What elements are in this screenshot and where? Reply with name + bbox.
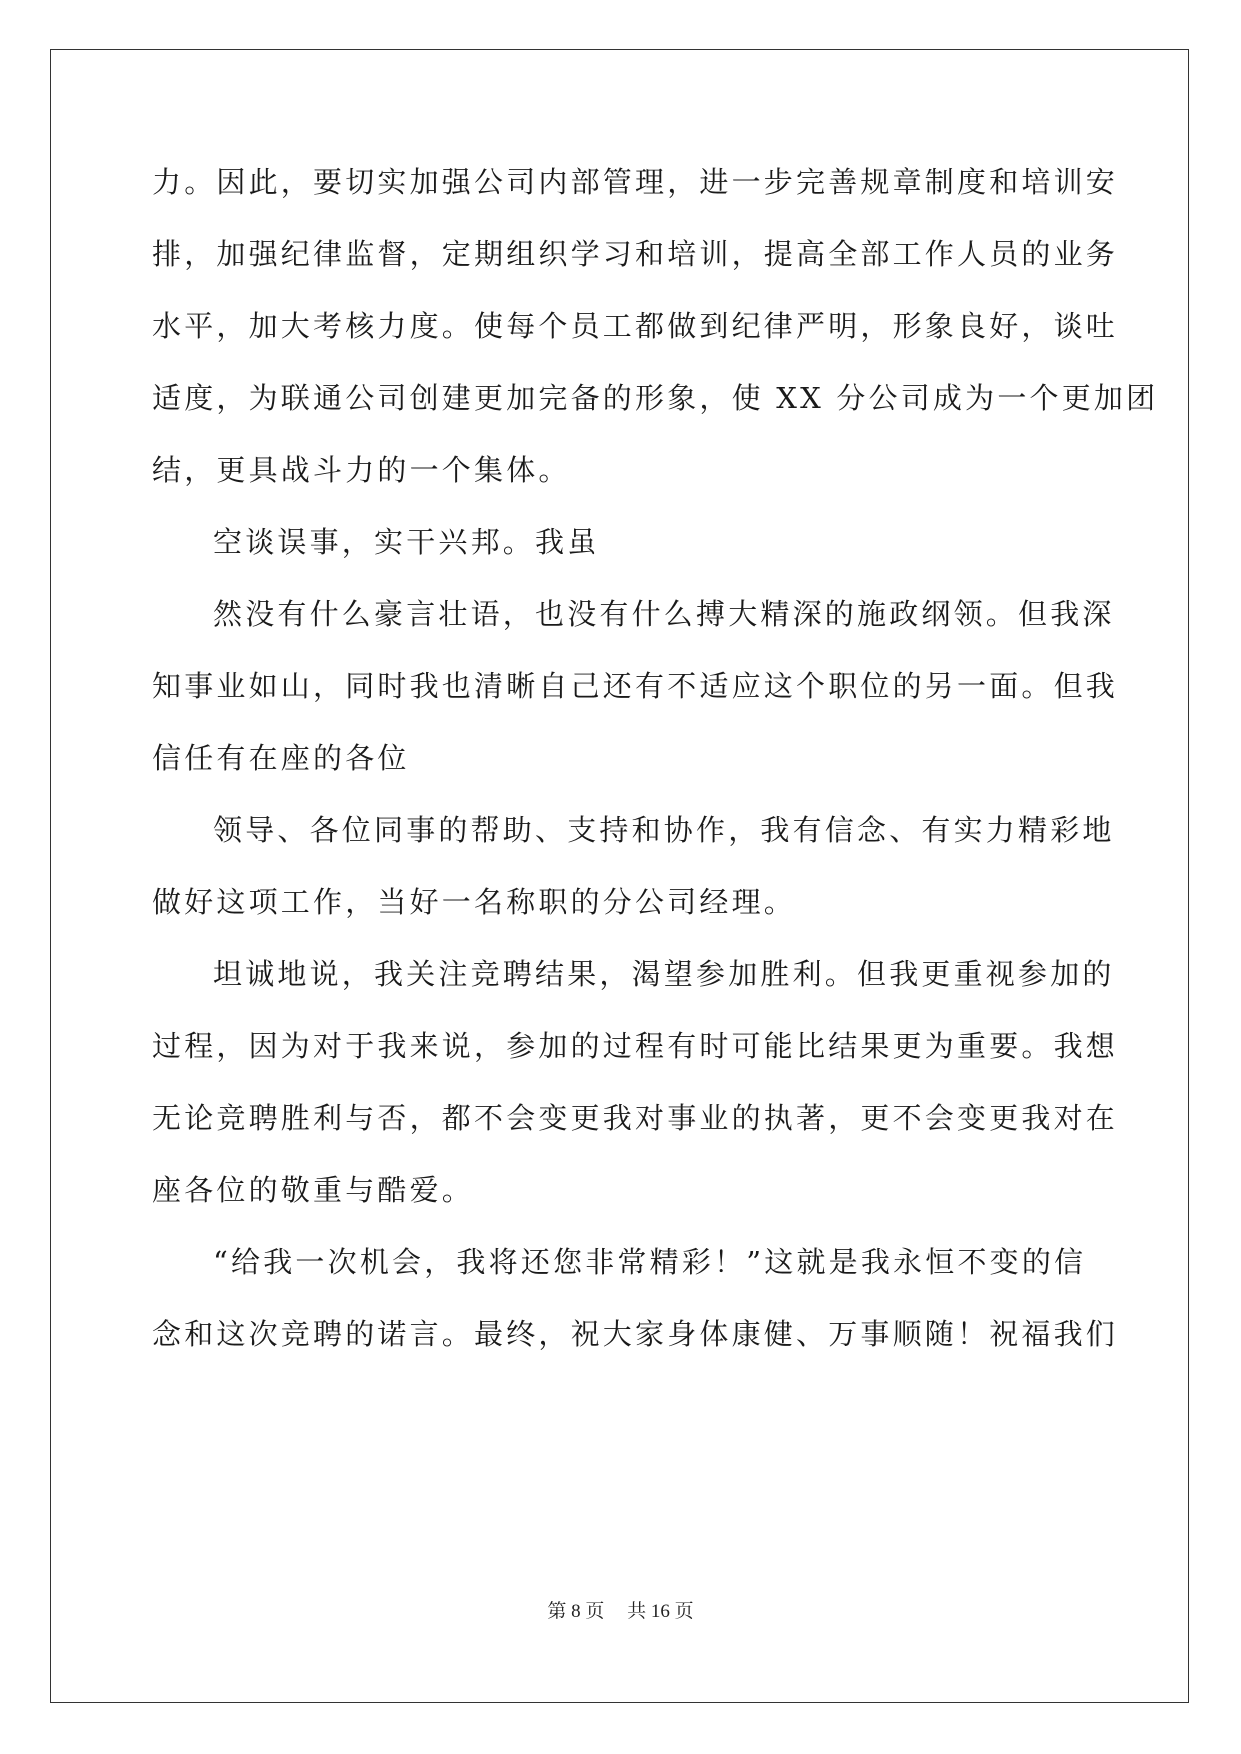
text-line: 无论竞聘胜利与否，都不会变更我对事业的执著，更不会变更我对在 (152, 1101, 1119, 1135)
page-border (50, 49, 1189, 1703)
text-line: 结，更具战斗力的一个集体。 (152, 453, 571, 487)
text-line: 适度，为联通公司创建更加完备的形象，使 XX 分公司成为一个更加团 (152, 381, 1159, 415)
text-line: 然没有什么豪言壮语，也没有什么搏大精深的施政纲领。但我深 (213, 597, 1115, 631)
text-line: 力。因此，要切实加强公司内部管理，进一步完善规章制度和培训安 (152, 165, 1119, 199)
text-line: 坦诚地说，我关注竞聘结果，渴望参加胜利。但我更重视参加的 (213, 957, 1115, 991)
page-footer (0, 1600, 1241, 1624)
text-line: 知事业如山，同时我也清晰自己还有不适应这个职位的另一面。但我 (152, 669, 1119, 703)
text-line: 水平，加大考核力度。使每个员工都做到纪律严明，形象良好，谈吐 (152, 309, 1119, 343)
text-line: 座各位的敬重与酷爱。 (152, 1173, 475, 1207)
text-line: 念和这次竞聘的诺言。最终，祝大家身体康健、万事顺随！祝福我们 (152, 1317, 1119, 1351)
text-line: “给我一次机会，我将还您非常精彩！”这就是我永恒不变的信 (213, 1245, 1087, 1279)
text-line: 空谈误事，实干兴邦。我虽 (213, 525, 600, 559)
text-line: 领导、各位同事的帮助、支持和协作，我有信念、有实力精彩地 (213, 813, 1115, 847)
text-line: 做好这项工作，当好一名称职的分公司经理。 (152, 885, 797, 919)
page-number: 第 8 页 (547, 1601, 605, 1622)
text-line: 过程，因为对于我来说，参加的过程有时可能比结果更为重要。我想 (152, 1029, 1119, 1063)
page-total: 共 16 页 (627, 1601, 694, 1622)
text-line: 排，加强纪律监督，定期组织学习和培训，提高全部工作人员的业务 (152, 237, 1119, 271)
text-line: 信任有在座的各位 (152, 741, 410, 775)
